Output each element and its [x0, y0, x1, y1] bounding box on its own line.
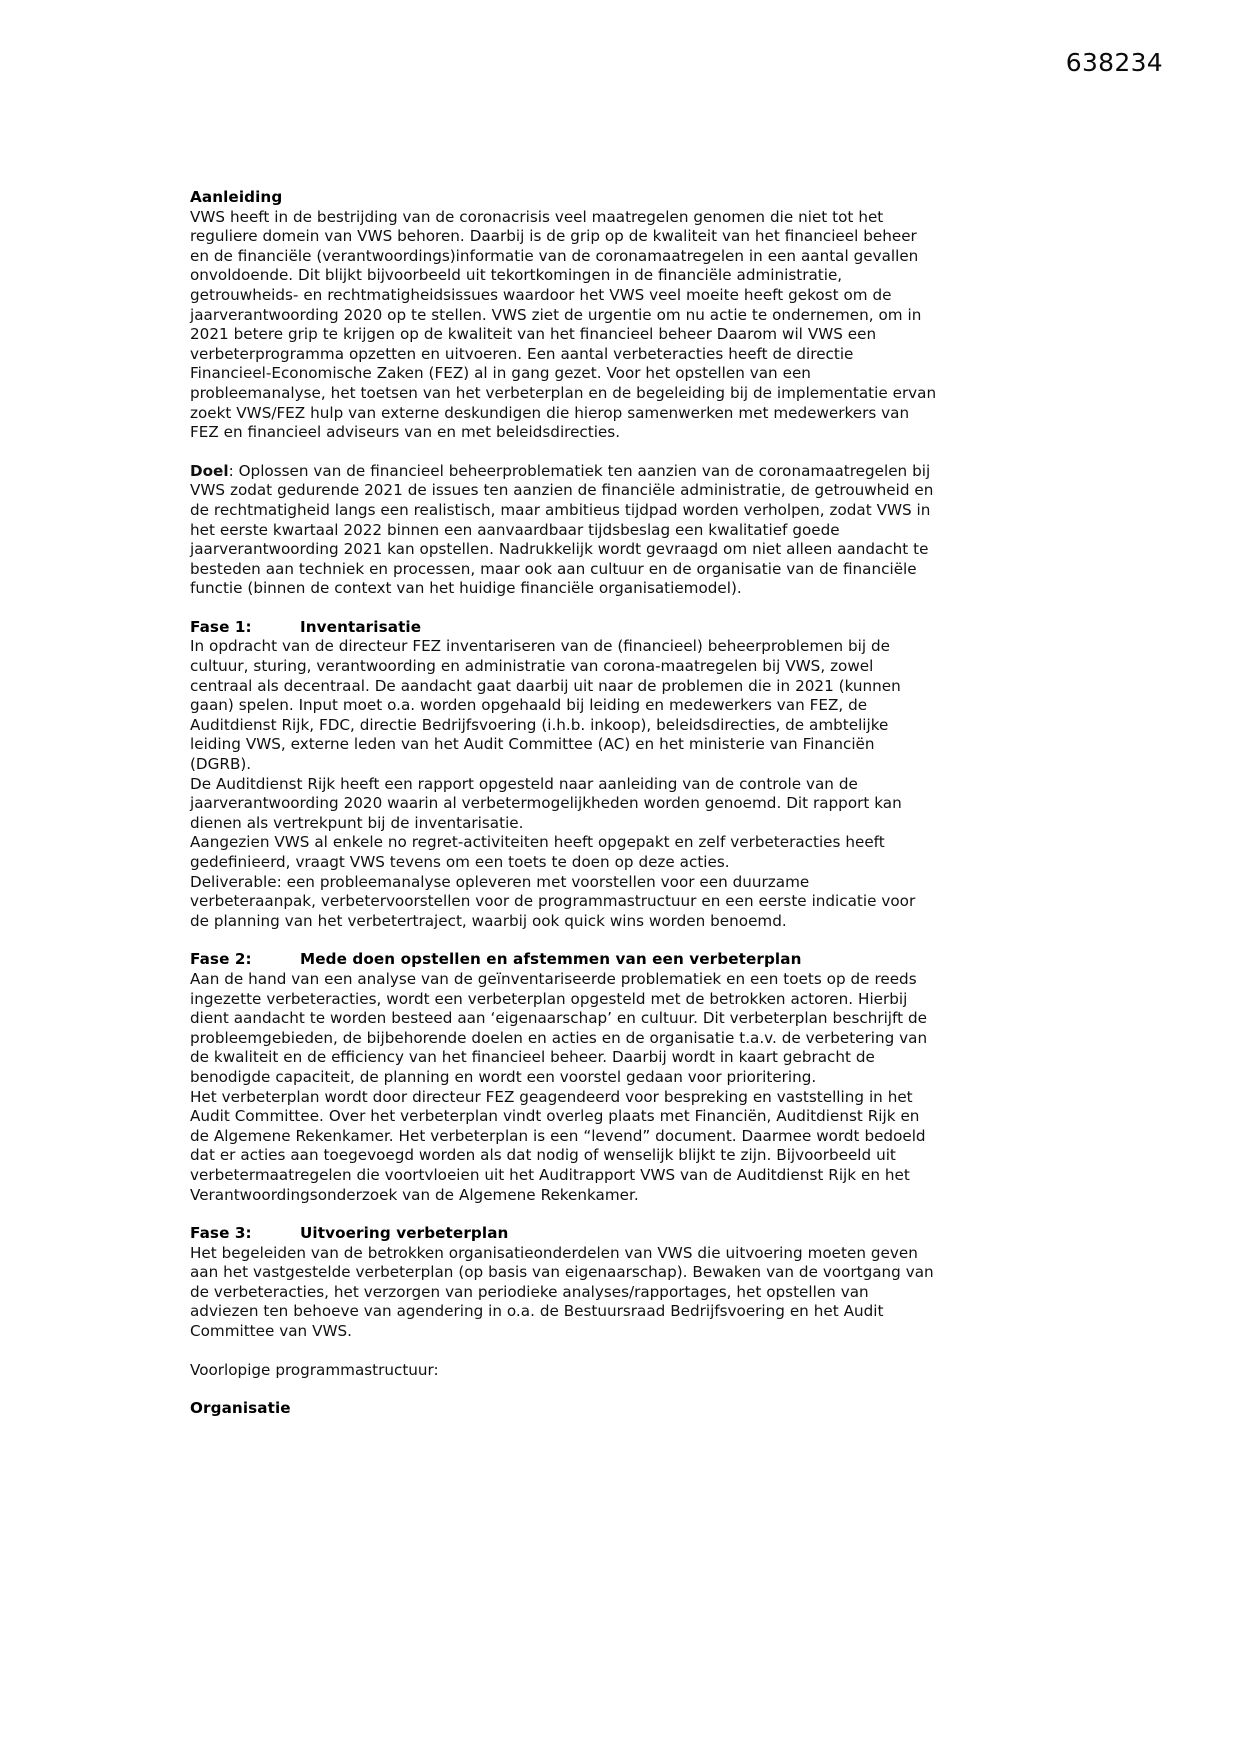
fase-1-label: Fase 1:	[190, 617, 252, 636]
paragraph-programmastructuur: Voorlopige programmastructuur:	[190, 1360, 439, 1379]
section-fase-2	[190, 950, 938, 1205]
document-body	[190, 188, 938, 1419]
heading-aanleiding: Aanleiding	[190, 188, 283, 206]
fase-2-title: Mede doen opstellen en afstemmen van een verbeterplan	[300, 950, 802, 969]
fase-3-label: Fase 3:	[190, 1224, 252, 1243]
fase-1-title: Inventarisatie	[300, 617, 422, 636]
section-aanleiding	[190, 188, 938, 443]
section-programmastructuur	[190, 1361, 938, 1381]
paragraph-doel	[190, 462, 938, 599]
paragraph-fase-1-b: De Auditdienst Rijk heeft een rapport opgesteld naar aanleiding van de controle van de jaarverantwoording 2020 waarin al verbetermogelijkheden worden genoemd. Dit rapport kan dienen als vertrekpunt bij de inventarisatie.	[190, 774, 902, 832]
doel-lead-label: Doel	[190, 461, 229, 480]
section-organisatie	[190, 1399, 938, 1419]
paragraph-fase-1-c: Aangezien VWS al enkele no regret-activiteiten heeft opgepakt en zelf verbeteracties heeft gedefinieerd, vraagt VWS tevens om een toets te doen op deze acties.	[190, 833, 885, 871]
heading-organisatie: Organisatie	[190, 1399, 291, 1418]
fase-2-label: Fase 2:	[190, 950, 252, 969]
folio-number: 638234	[1065, 48, 1163, 77]
paragraph-fase-2-b: Het verbeterplan wordt door directeur FEZ geagendeerd voor bespreking en vaststelling in het Audit Committee. Over het verbeterplan vindt overleg plaats met Financiën, Auditdienst Rijk en de Algemene Rekenkamer. Het verbeterplan is een “levend” document. Daarmee wordt bedoeld dat er acties aan toegevoegd worden als dat nodig of wenselijk blijkt te zijn. Bijvoorbeeld uit verbetermaatregelen die voortvloeien uit het Auditrapport VWS van de Auditdienst Rijk en het Verantwoordingsonderzoek van de Algemene Rekenkamer.	[190, 1087, 926, 1204]
page-header	[0, 48, 1241, 77]
section-fase-3	[190, 1224, 938, 1342]
paragraph-fase-1-a: In opdracht van de directeur FEZ inventariseren van de (financieel) beheerproblemen bij de cultuur, sturing, verantwoording en administratie van corona-maatregelen bij VWS, zowel centraal als decentraal. De aandacht gaat daarbij uit naar de problemen die in 2021 (kunnen gaan) spelen. Input moet o.a. worden opgehaald bij leiding en medewerkers van FEZ, de Auditdienst Rijk, FDC, directie Bedrijfsvoering (i.h.b. inkoop), beleidsdirecties, de ambtelijke leiding VWS, externe leden van het Audit Committee (AC) en het ministerie van Financiën (DGRB).	[190, 637, 901, 774]
fase-3-title: Uitvoering verbeterplan	[300, 1224, 509, 1243]
paragraph-fase-2-a: Aan de hand van een analyse van de geïnventariseerde problematiek en een toets op de reeds ingezette verbeteracties, wordt een verbeterplan opgesteld met de betrokken actoren. Hierbij dient aandacht te worden besteed aan ‘eigenaarschap’ en cultuur. Dit verbeterplan beschrijft de probleemgebieden, de bijbehorende doelen en acties en de organisatie t.a.v. de verbetering van de kwaliteit en de efficiency van het financieel beheer. Daarbij wordt in kaart gebracht de benodigde capaciteit, de planning en wordt een voorstel gedaan voor prioritering.	[190, 969, 928, 1086]
section-doel	[190, 462, 938, 599]
paragraph-fase-1-d: Deliverable: een probleemanalyse opleveren met voorstellen voor een duurzame verbeteraanpak, verbetervoorstellen voor de programmastructuur en een eerste indicatie voor de planning van het verbetertraject, waarbij ook quick wins worden benoemd.	[190, 872, 916, 930]
paragraph-aanleiding: VWS heeft in de bestrijding van de coronacrisis veel maatregelen genomen die niet tot het reguliere domein van VWS behoren. Daarbij is de grip op de kwaliteit van het financieel beheer en de financiële (verantwoordings)informatie van de coronamaatregelen in een aantal gevallen onvoldoende. Dit blijkt bijvoorbeeld uit tekortkomingen in de financiële administratie, getrouwheids- en rechtmatigheidsissues waardoor het VWS veel moeite heeft gekost om de jaarverantwoording 2020 op te stellen. VWS ziet de urgentie om nu actie te ondernemen, om in 2021 betere grip te krijgen op de kwaliteit van het financieel beheer Daarom wil VWS een verbeterprogramma opzetten en uitvoeren. Een aantal verbeteracties heeft de directie Financieel-Economische Zaken (FEZ) al in gang gezet. Voor het opstellen van een probleemanalyse, het toetsen van het verbeterplan en de begeleiding bij de implementatie ervan zoekt VWS/FEZ hulp van externe deskundigen die hierop samenwerken met medewerkers van FEZ en financieel adviseurs van en met beleidsdirecties.	[190, 207, 937, 442]
paragraph-fase-3-a: Het begeleiden van de betrokken organisatieonderdelen van VWS die uitvoering moeten geven aan het vastgestelde verbeterplan (op basis van eigenaarschap). Bewaken van de voortgang van de verbeteracties, het verzorgen van periodieke analyses/rapportages, het opstellen van adviezen ten behoeve van agendering in o.a. de Bestuursraad Bedrijfsvoering en het Audit Committee van VWS.	[190, 1243, 934, 1341]
heading-fase-3	[190, 1224, 938, 1244]
heading-fase-2	[190, 950, 938, 970]
section-fase-1	[190, 618, 938, 932]
doel-text: : Oplossen van de financieel beheerproblematiek ten aanzien van de coronamaatregelen bij VWS zodat gedurende 2021 de issues ten aanzien de financiële administratie, de getrouwheid en de rechtmatigheid langs een realistisch, maar ambitieus tijdpad worden verholpen, zodat VWS in het eerste kwartaal 2022 binnen een aanvaardbaar tijdsbeslag een kwalitatief goede jaarverantwoording 2021 kan opstellen. Nadrukkelijk wordt gevraagd om niet alleen aandacht te besteden aan techniek en processen, maar ook aan cultuur en de organisatie van de financiële functie (binnen de context van het huidige financiële organisatiemodel).	[190, 461, 934, 598]
heading-fase-1	[190, 618, 938, 638]
